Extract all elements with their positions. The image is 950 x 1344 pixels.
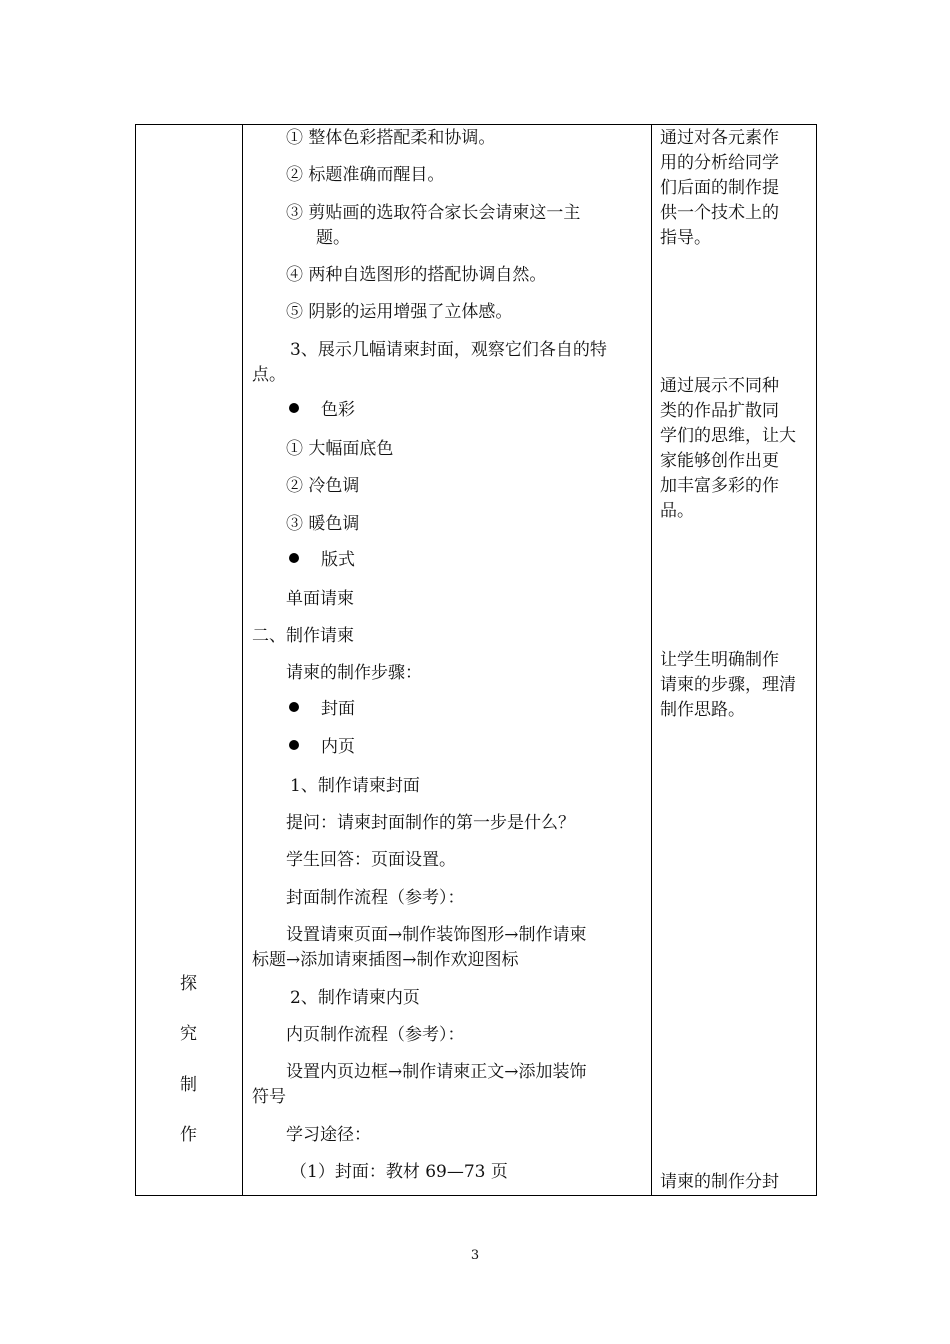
- note-line: 请柬的制作分封: [660, 1172, 779, 1192]
- note-block: [660, 648, 796, 723]
- content-line: 内页制作流程（参考）：: [286, 1025, 465, 1045]
- note-line: 家能够创作出更: [660, 451, 779, 471]
- content-line: 点。: [252, 365, 286, 385]
- content-line: 标题→添加请柬插图→制作欢迎图标: [252, 950, 519, 970]
- note-line: 让学生明确制作: [660, 650, 779, 670]
- note-line: 品。: [660, 501, 694, 521]
- content-line: 学习途径：: [286, 1125, 371, 1145]
- content-line: 请柬的制作步骤：: [286, 663, 422, 683]
- content-line: ① 大幅面底色: [286, 439, 394, 459]
- content-line: 提问：请柬封面制作的第一步是什么？: [286, 813, 575, 833]
- note-line: 指导。: [660, 228, 711, 248]
- note-line: 请柬的步骤，理清: [660, 675, 796, 695]
- content-line: ④ 两种自选图形的搭配协调自然。: [286, 265, 547, 285]
- note-block: [660, 374, 796, 524]
- section-label-char: 制: [180, 1075, 197, 1095]
- content-line: ③ 剪贴画的选取符合家长会请柬这一主: [286, 203, 581, 223]
- content-line: 3、展示几幅请柬封面，观察它们各自的特: [290, 340, 607, 360]
- note-line: 类的作品扩散同: [660, 401, 779, 421]
- section-heading: 二、制作请柬: [252, 626, 354, 646]
- content-line: 学生回答：页面设置。: [286, 850, 456, 870]
- note-line: 供一个技术上的: [660, 203, 779, 223]
- section-label-char: 作: [180, 1125, 197, 1145]
- content-line: 2、制作请柬内页: [290, 988, 420, 1008]
- bullet-item: 色彩: [289, 398, 355, 422]
- content-line: 符号: [252, 1087, 286, 1107]
- content-line: 题。: [316, 228, 350, 248]
- content-line: ② 冷色调: [286, 476, 360, 496]
- note-line: 通过对各元素作: [660, 128, 779, 148]
- section-label-char: 究: [180, 1024, 197, 1044]
- bullet-icon: [289, 740, 299, 750]
- content-line: ⑤ 阴影的运用增强了立体感。: [286, 302, 513, 322]
- section-label-char: 探: [180, 974, 197, 994]
- content-line: 设置内页边框→制作请柬正文→添加装饰: [286, 1062, 587, 1082]
- content-line: ③ 暖色调: [286, 514, 360, 534]
- content-line: 单面请柬: [286, 589, 354, 609]
- content-line: 封面制作流程（参考）：: [286, 888, 465, 908]
- bullet-icon: [289, 403, 299, 413]
- note-line: 制作思路。: [660, 700, 745, 720]
- note-block: [660, 1170, 779, 1195]
- note-line: 通过展示不同种: [660, 376, 779, 396]
- note-line: 学们的思维，让大: [660, 426, 796, 446]
- content-line: ① 整体色彩搭配柔和协调。: [286, 128, 496, 148]
- note-line: 用的分析给同学: [660, 153, 779, 173]
- note-line: 加丰富多彩的作: [660, 476, 779, 496]
- page-number: 3: [470, 1248, 480, 1263]
- content-line: （1）封面：教材 69—73 页: [290, 1162, 508, 1182]
- bullet-icon: [289, 553, 299, 563]
- bullet-item: 版式: [289, 548, 355, 572]
- content-line: 1、制作请柬封面: [290, 776, 420, 796]
- note-line: 们后面的制作提: [660, 178, 779, 198]
- bullet-item: 内页: [289, 735, 355, 759]
- content-line: ② 标题准确而醒目。: [286, 165, 445, 185]
- bullet-icon: [289, 702, 299, 712]
- bullet-item: 封面: [289, 697, 355, 721]
- content-line: 设置请柬页面→制作装饰图形→制作请柬: [286, 925, 587, 945]
- note-block: [660, 126, 779, 251]
